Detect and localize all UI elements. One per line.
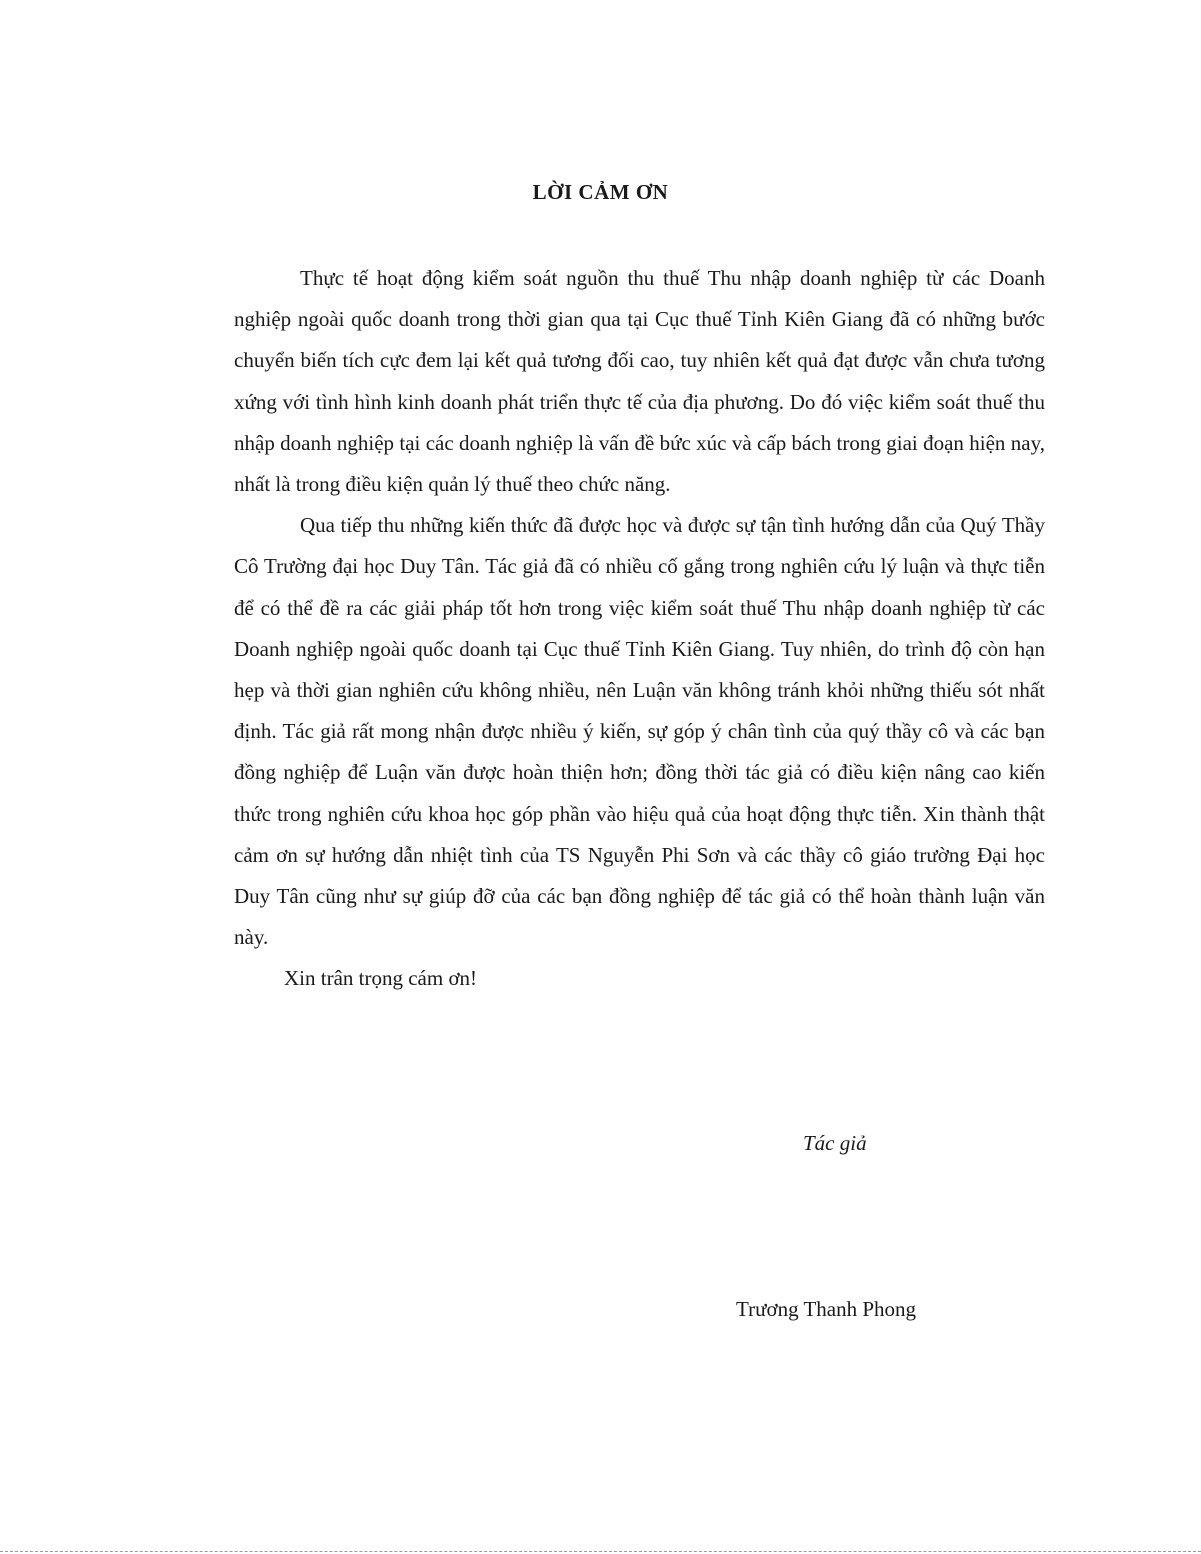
page-bottom-divider [0, 1551, 1201, 1552]
body-text [234, 258, 1045, 1000]
paragraph-2: Qua tiếp thu những kiến thức đã được học và được sự tận tình hướng dẫn của Quý Thầy Cô Trường đại học Duy Tân. Tác giả đã có nhiều cố gắng trong nghiên cứu lý luận và thực tiễn để có thể đề ra các giải pháp tốt hơn trong việc kiểm soát thuế Thu nhập doanh nghiệp từ các Doanh nghiệp ngoài quốc doanh tại Cục thuế Tỉnh Kiên Giang. Tuy nhiên, do trình độ còn hạn hẹp và thời gian nghiên cứu không nhiều, nên Luận văn không tránh khỏi những thiếu sót nhất định. Tác giả rất mong nhận được nhiều ý kiến, sự góp ý chân tình của quý thầy cô và các bạn đồng nghiệp để Luận văn được hoàn thiện hơn; đồng thời tác giả có điều kiện nâng cao kiến thức trong nghiên cứu khoa học góp phần vào hiệu quả của hoạt động thực tiễn. Xin thành thật cảm ơn sự hướng dẫn nhiệt tình của TS Nguyễn Phi Sơn và các thầy cô giáo trường Đại học Duy Tân cũng như sự giúp đỡ của các bạn đồng nghiệp để tác giả có thể hoàn thành luận văn này. [234, 513, 1045, 950]
signature-role: Tác giả [803, 1131, 867, 1155]
closing-line: Xin trân trọng cám ơn! [284, 966, 478, 991]
paragraph-1: Thực tế hoạt động kiểm soát nguồn thu thuế Thu nhập doanh nghiệp từ các Doanh nghiệp ngoài quốc doanh trong thời gian qua tại Cục thuế Tỉnh Kiên Giang đã có những bước chuyển biến tích cực đem lại kết quả tương đối cao, tuy nhiên kết quả đạt được vẫn chưa tương xứng với tình hình kinh doanh phát triển thực tế của địa phương. Do đó việc kiểm soát thuế thu nhập doanh nghiệp tại các doanh nghiệp là vấn đề bức xúc và cấp bách trong giai đoạn hiện nay, nhất là trong điều kiện quản lý thuế theo chức năng. [234, 266, 1045, 497]
page-title: LỜI CẢM ƠN [532, 180, 669, 204]
signature-name: Trương Thanh Phong [736, 1297, 917, 1321]
